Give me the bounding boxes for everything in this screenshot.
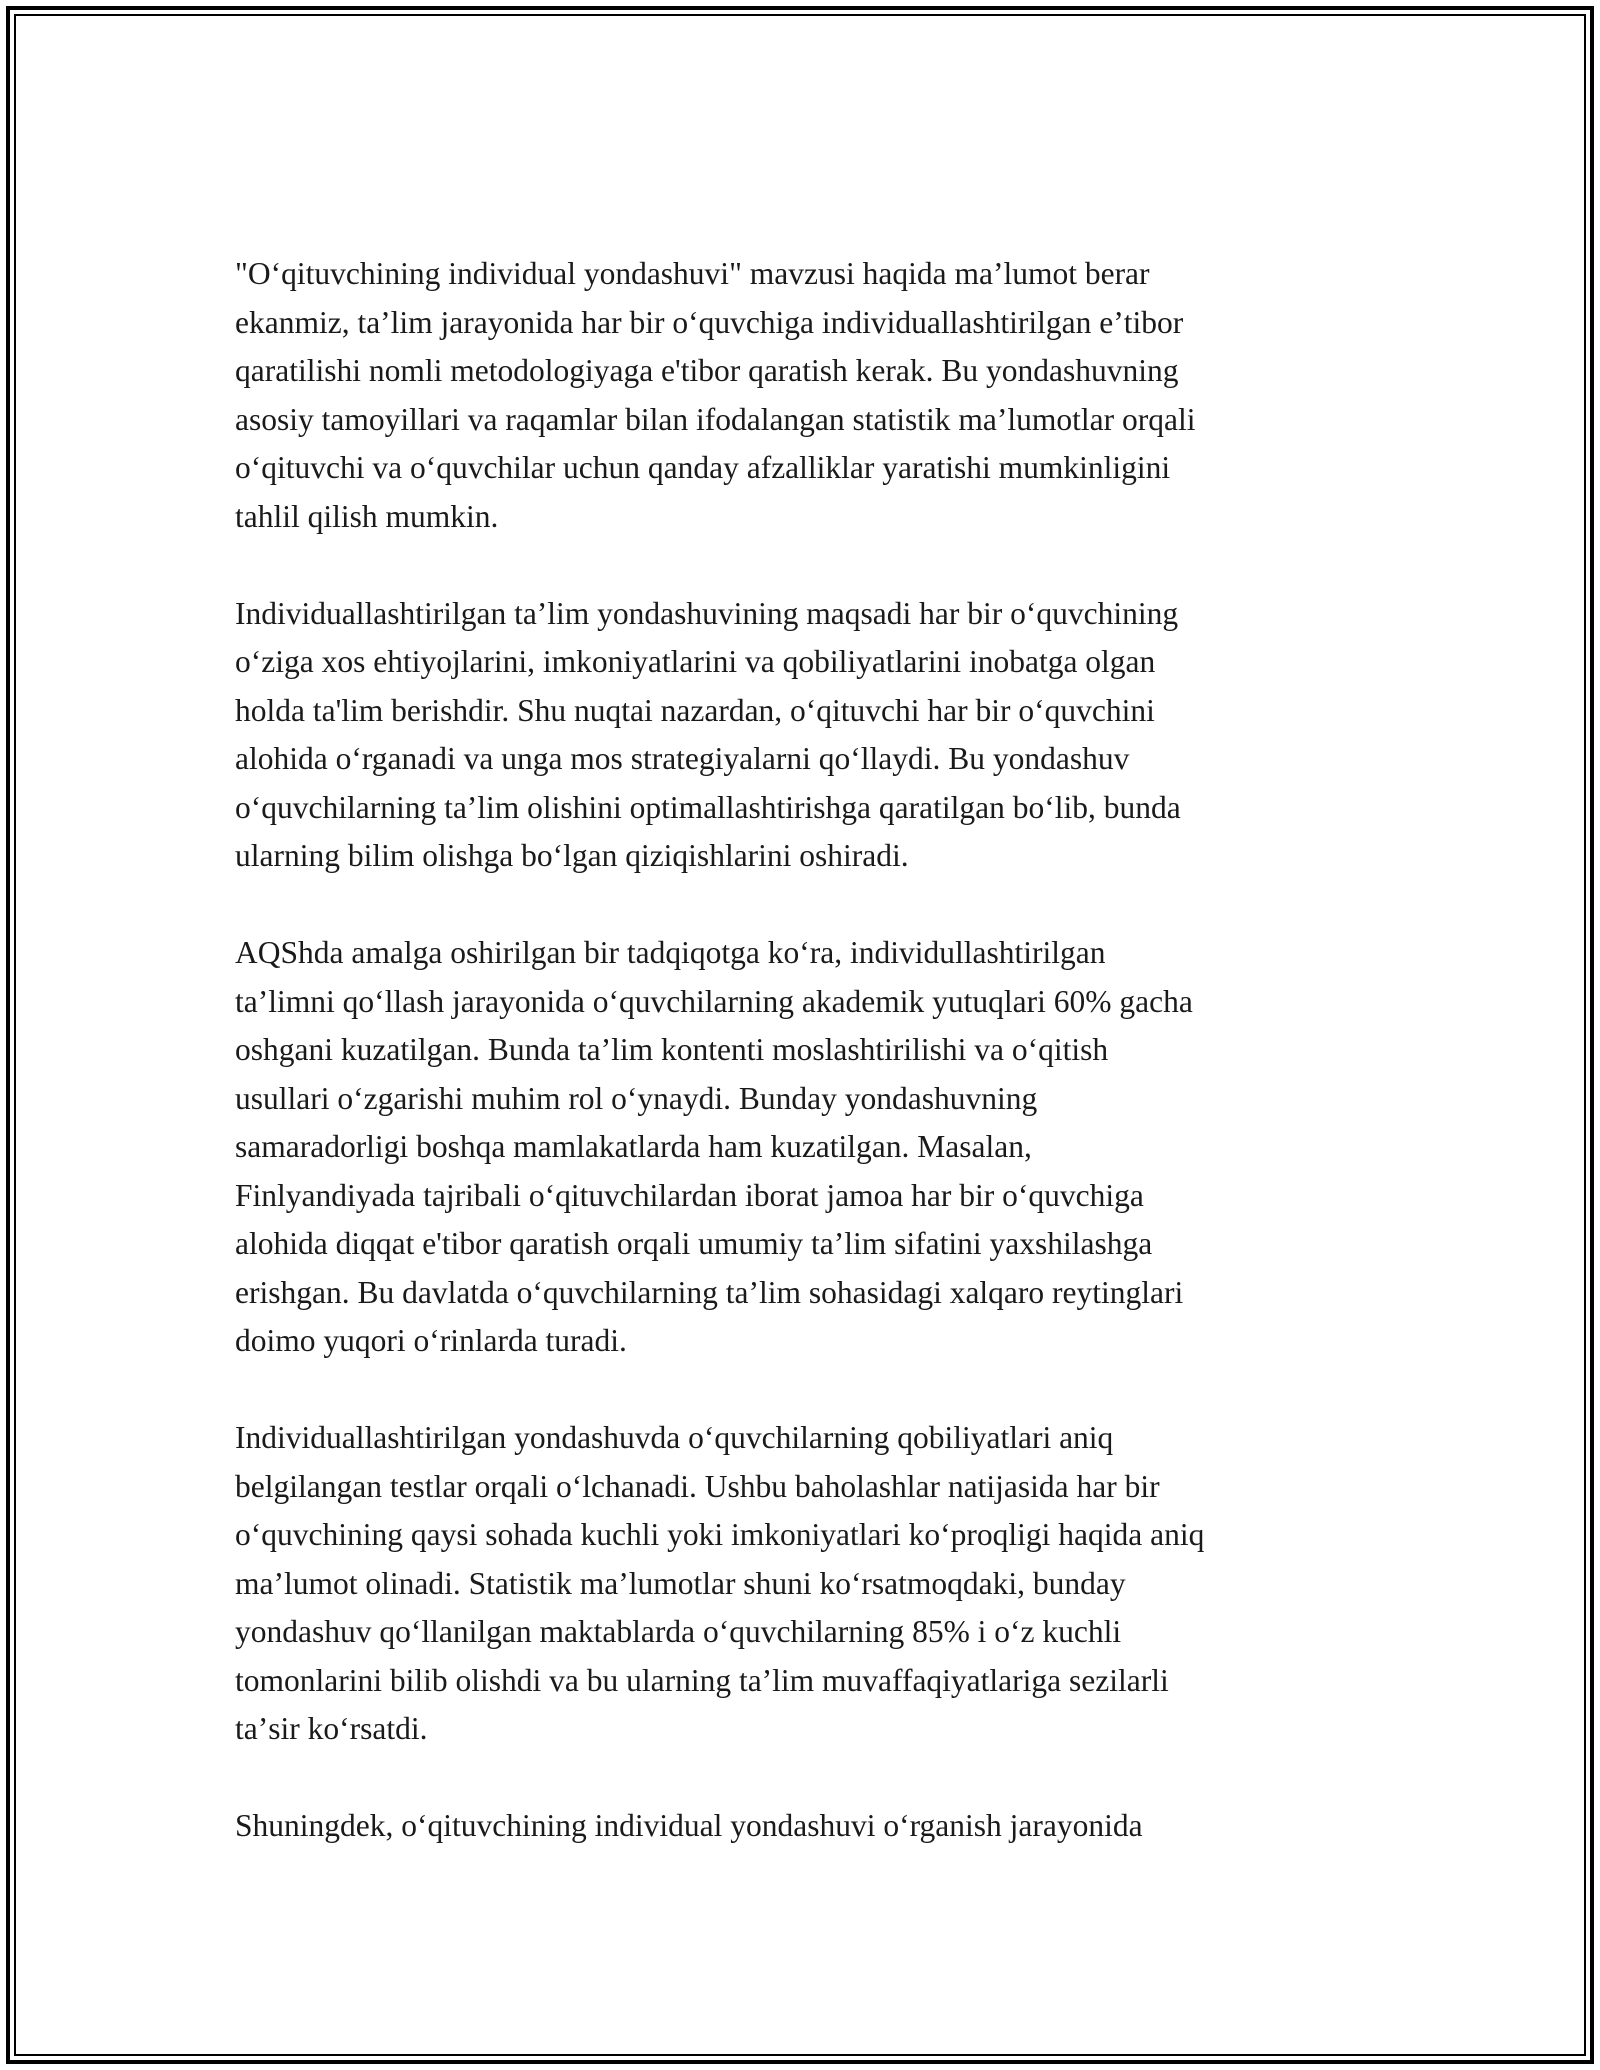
- paragraph: [235, 929, 1375, 1366]
- text-line: maʼlumot olinadi. Statistik maʼlumotlar shuni koʻrsatmoqdaki, bunday: [235, 1565, 1126, 1601]
- paragraph: [235, 1802, 1375, 1851]
- text-line: Individuallashtirilgan taʼlim yondashuvining maqsadi har bir oʻquvchining: [235, 595, 1179, 631]
- text-line: AQShda amalga oshirilgan bir tadqiqotga koʻra, individullashtirilgan: [235, 935, 1106, 970]
- paragraph: [235, 590, 1375, 881]
- text-line: samaradorligi boshqa mamlakatlarda ham kuzatilgan. Masalan,: [235, 1129, 1032, 1164]
- text-line: alohida diqqat e'tibor qaratish orqali umumiy taʼlim sifatini yaxshilashga: [235, 1226, 1153, 1261]
- text-line: oʻziga xos ehtiyojlarini, imkoniyatlarini va qobiliyatlarini inobatga olgan: [235, 644, 1156, 679]
- text-line: tomonlarini bilib olishdi va bu ularning taʼlim muvaffaqiyatlariga sezilarli: [235, 1662, 1169, 1698]
- text-line: taʼsir koʻrsatdi.: [235, 1711, 428, 1746]
- text-line: Individuallashtirilgan yondashuvda oʻquvchilarning qobiliyatlari aniq: [235, 1420, 1114, 1455]
- document-body: [235, 250, 1375, 1899]
- text-line: usullari oʻzgarishi muhim rol oʻynaydi. Bunday yondashuvning: [235, 1080, 1038, 1116]
- paragraph: [235, 250, 1375, 541]
- text-line: oʻqituvchi va oʻquvchilar uchun qanday afzalliklar yaratishi mumkinligini: [235, 450, 1171, 485]
- text-line: taʼlimni qoʻllash jarayonida oʻquvchilarning akademik yutuqlari 60% gacha: [235, 983, 1193, 1019]
- text-line: ularning bilim olishga boʻlgan qiziqishlarini oshiradi.: [235, 838, 909, 873]
- text-line: "Oʻqituvchining individual yondashuvi" mavzusi haqida maʼlumot berar: [235, 256, 1150, 291]
- text-line: qaratilishi nomli metodologiyaga e'tibor qaratish kerak. Bu yondashuvning: [235, 353, 1179, 388]
- text-line: ekanmiz, taʼlim jarayonida har bir oʻquvchiga individuallashtirilgan eʼtibor: [235, 304, 1184, 340]
- text-line: oʻquvchilarning taʼlim olishini optimallashtirishga qaratilgan boʻlib, bunda: [235, 789, 1181, 825]
- text-line: Shuningdek, oʻqituvchining individual yondashuvi oʻrganish jarayonida: [235, 1808, 1143, 1843]
- text-line: tahlil qilish mumkin.: [235, 498, 499, 534]
- text-line: belgilangan testlar orqali oʻlchanadi. Ushbu baholashlar natijasida har bir: [235, 1468, 1160, 1504]
- text-line: doimo yuqori oʻrinlarda turadi.: [235, 1323, 627, 1358]
- text-line: oshgani kuzatilgan. Bunda taʼlim kontenti moslashtirilishi va oʻqitish: [235, 1032, 1109, 1067]
- text-line: Finlyandiyada tajribali oʻqituvchilardan iborat jamoa har bir oʻquvchiga: [235, 1177, 1144, 1213]
- text-line: alohida oʻrganadi va unga mos strategiyalarni qoʻllaydi. Bu yondashuv: [235, 741, 1130, 776]
- paragraph: [235, 1414, 1375, 1754]
- text-line: holda ta'lim berishdir. Shu nuqtai nazardan, oʻqituvchi har bir oʻquvchini: [235, 692, 1155, 728]
- text-line: yondashuv qoʻllanilgan maktablarda oʻquvchilarning 85% i oʻz kuchli: [235, 1614, 1122, 1649]
- text-line: asosiy tamoyillari va raqamlar bilan ifodalangan statistik maʼlumotlar orqali: [235, 401, 1196, 437]
- text-line: oʻquvchining qaysi sohada kuchli yoki imkoniyatlari koʻproqligi haqida aniq: [235, 1517, 1205, 1552]
- text-line: erishgan. Bu davlatda oʻquvchilarning taʼlim sohasidagi xalqaro reytinglari: [235, 1274, 1184, 1310]
